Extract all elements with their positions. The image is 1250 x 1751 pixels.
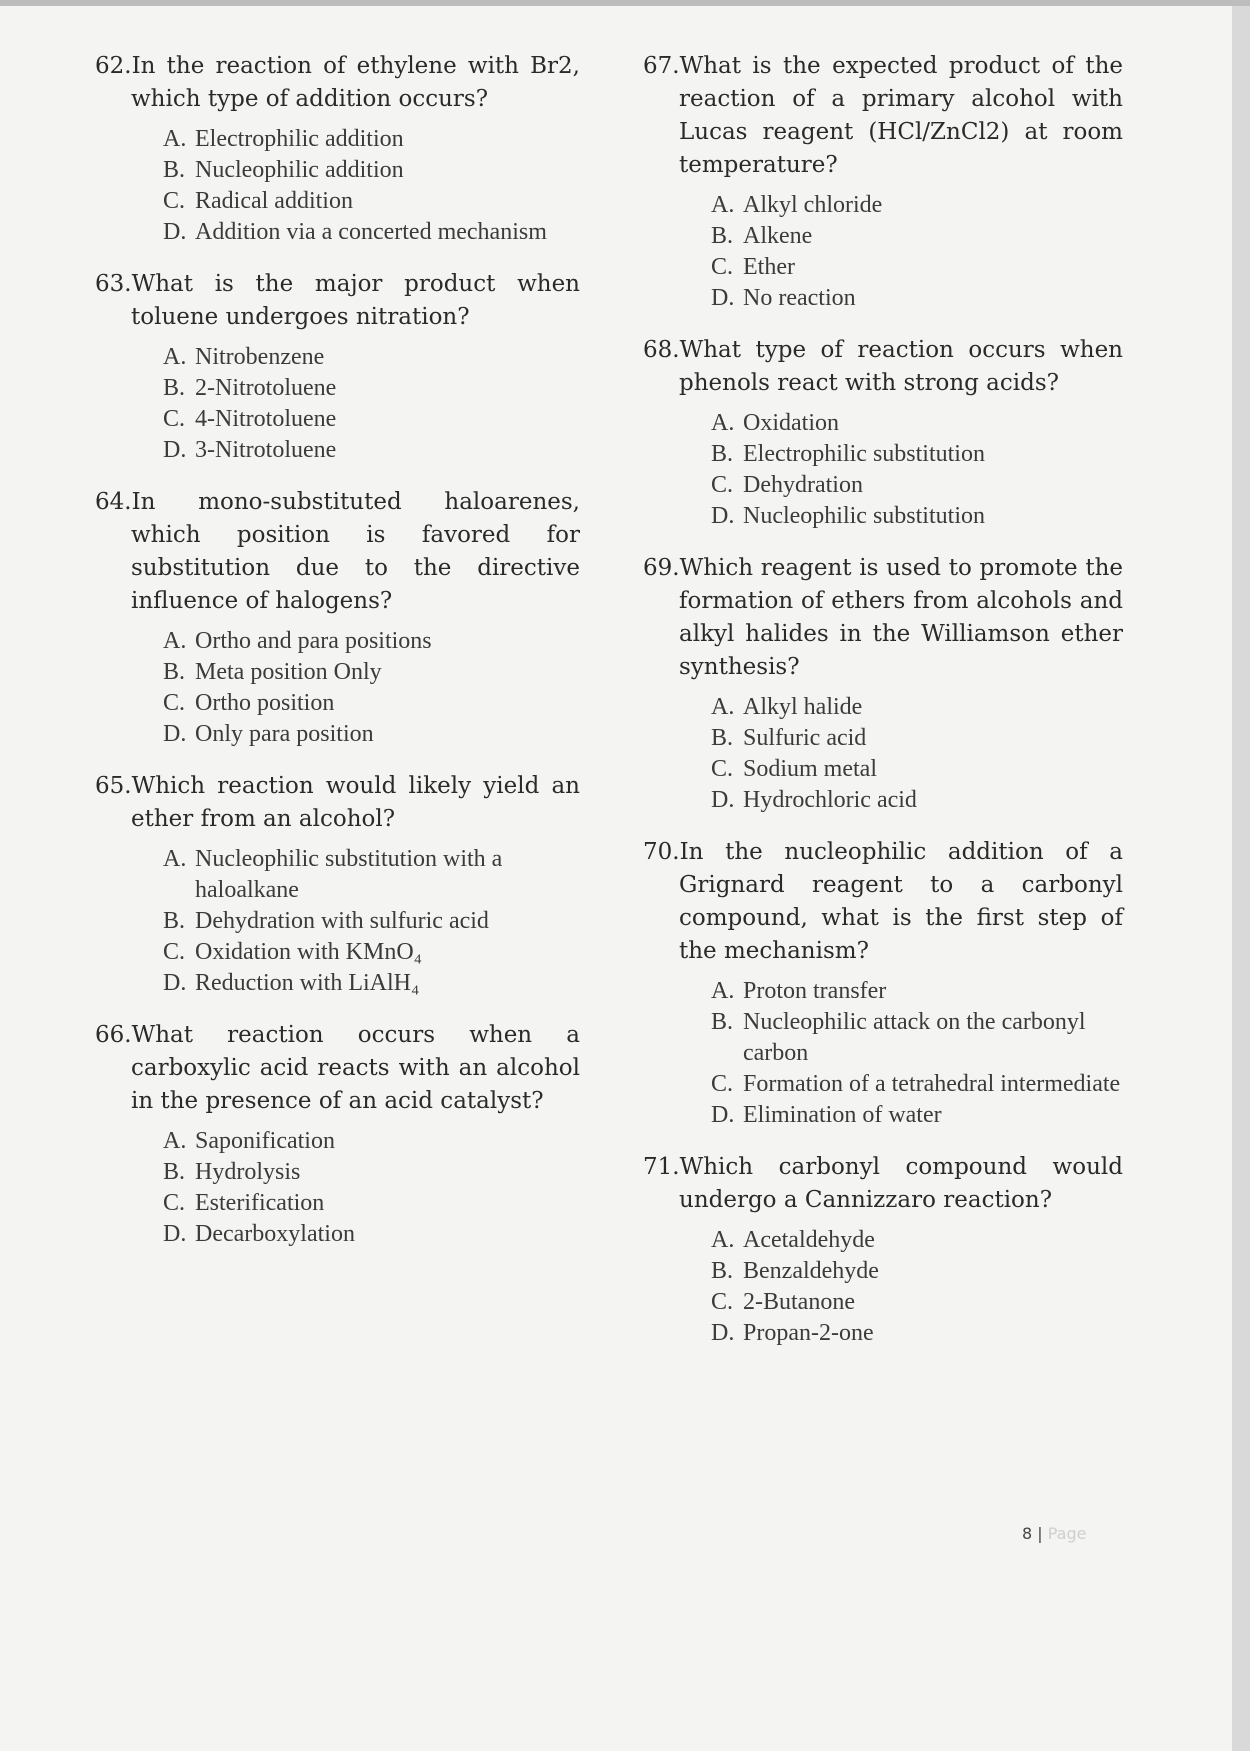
page-label: Page [1047,1524,1087,1543]
option-letter: A. [711,1227,735,1253]
question-text: 67.What is the expected product of the reaction of a primary alcohol with Lucas reagent (HCl/ZnCl2) at room temperature? [643,53,1123,178]
answer-options [643,408,1123,532]
answer-option [711,1007,1123,1069]
option-text: Proton transfer [743,978,887,1004]
option-letter: D. [163,721,187,747]
answer-options [95,124,580,248]
answer-option [711,1069,1123,1100]
answer-options [95,1126,580,1250]
option-letter: D. [163,219,187,245]
option-letter: A. [163,846,187,872]
option-text: Dehydration [743,472,863,498]
option-text: Decarboxylation [195,1221,355,1247]
option-letter: C. [163,690,186,716]
option-letter: C. [163,188,186,214]
option-letter: D. [711,285,735,311]
option-text: Radical addition [195,188,353,214]
answer-option [711,221,1123,252]
answer-option [711,1287,1123,1318]
option-text: Elimination of water [743,1102,942,1128]
answer-option [711,754,1123,785]
answer-options [95,342,580,466]
question-text: 69.Which reagent is used to promote the formation of ethers from alcohols and alkyl halides in the Williamson ether synthesis? [643,555,1123,680]
option-letter: D. [711,1102,735,1128]
answer-option [163,1219,580,1250]
option-letter: A. [711,694,735,720]
answer-option [163,342,580,373]
option-letter: C. [711,1071,734,1097]
right-column [643,50,1123,1369]
answer-option [711,501,1123,532]
option-letter: D. [163,1221,187,1247]
option-letter: A. [711,978,735,1004]
option-letter: D. [163,437,187,463]
option-text: No reaction [743,285,856,311]
option-text: Alkyl halide [743,694,863,720]
question-text: 62.In the reaction of ethylene with Br2, which type of addition occurs? [95,53,580,112]
option-text: Nucleophilic attack on the carbonyl carbon [743,1009,1086,1066]
option-letter: B. [711,725,734,751]
option-text: Alkyl chloride [743,192,883,218]
option-text: Reduction with LiAlH₄ [195,970,420,996]
option-text: 2-Butanone [743,1289,855,1315]
option-text: Electrophilic substitution [743,441,985,467]
option-text: Meta position Only [195,659,382,685]
option-text: Ortho position [195,690,335,716]
option-letter: C. [711,756,734,782]
option-letter: C. [711,472,734,498]
question-block [643,552,1123,816]
page-footer [1022,1524,1086,1543]
option-letter: D. [711,503,735,529]
scan-edge [0,0,1250,6]
option-letter: B. [711,1258,734,1284]
option-text: Nucleophilic substitution with a haloalkane [195,846,503,903]
answer-option [163,626,580,657]
answer-options [643,692,1123,816]
question-block [643,1151,1123,1349]
option-letter: A. [163,344,187,370]
answer-option [163,404,580,435]
option-text: 3-Nitrotoluene [195,437,337,463]
option-text: Only para position [195,721,374,747]
option-letter: A. [711,410,735,436]
answer-options [643,976,1123,1131]
question-text: 63.What is the major product when toluene undergoes nitration? [95,271,580,330]
option-text: 4-Nitrotoluene [195,406,337,432]
answer-option [711,1225,1123,1256]
option-letter: D. [163,970,187,996]
answer-option [711,1256,1123,1287]
option-letter: A. [163,1128,187,1154]
answer-option [711,439,1123,470]
option-letter: B. [163,375,186,401]
question-block [95,770,580,999]
option-text: Sulfuric acid [743,725,867,751]
option-letter: C. [711,254,734,280]
question-block [95,1019,580,1250]
answer-option [163,1126,580,1157]
question-text: 64.In mono-substituted haloarenes, which position is favored for substitution due to the directive influence of halogens? [95,489,580,614]
answer-option [711,283,1123,314]
option-text: Hydrolysis [195,1159,301,1185]
answer-option [163,435,580,466]
option-text: Nitrobenzene [195,344,325,370]
option-text: Hydrochloric acid [743,787,917,813]
answer-option [711,1318,1123,1349]
question-block [643,836,1123,1131]
option-text: Alkene [743,223,813,249]
option-letter: A. [163,628,187,654]
option-text: Oxidation [743,410,839,436]
option-text: Addition via a concerted mechanism [195,219,547,245]
answer-options [643,190,1123,314]
answer-option [711,976,1123,1007]
option-letter: A. [163,126,187,152]
answer-option [163,1157,580,1188]
option-letter: B. [163,1159,186,1185]
option-letter: B. [163,908,186,934]
option-letter: A. [711,192,735,218]
option-text: Dehydration with sulfuric acid [195,908,489,934]
question-block [95,486,580,750]
option-text: Ether [743,254,795,280]
answer-option [711,252,1123,283]
question-text: 71.Which carbonyl compound would undergo a Cannizzaro reaction? [643,1154,1123,1213]
option-letter: C. [163,939,186,965]
left-column [95,50,580,1270]
option-letter: B. [711,441,734,467]
option-text: Electrophilic addition [195,126,404,152]
answer-option [711,1100,1123,1131]
page-number: 8 | [1022,1524,1043,1543]
option-text: Acetaldehyde [743,1227,875,1253]
option-text: Ortho and para positions [195,628,432,654]
answer-options [95,844,580,999]
answer-options [95,626,580,750]
option-letter: C. [163,1190,186,1216]
question-block [643,334,1123,532]
option-text: Benzaldehyde [743,1258,879,1284]
option-letter: D. [711,1320,735,1346]
option-letter: D. [711,787,735,813]
answer-option [163,373,580,404]
option-text: Formation of a tetrahedral intermediate [743,1071,1121,1097]
answer-option [163,1188,580,1219]
answer-option [163,155,580,186]
answer-option [163,719,580,750]
option-letter: B. [711,1009,734,1035]
option-text: Propan-2-one [743,1320,874,1346]
answer-option [163,937,580,968]
answer-option [163,124,580,155]
question-text: 68.What type of reaction occurs when phenols react with strong acids? [643,337,1123,396]
question-text: 70.In the nucleophilic addition of a Grignard reagent to a carbonyl compound, what is the first step of the mechanism? [643,839,1123,964]
answer-option [163,844,580,906]
answer-option [163,968,580,999]
option-letter: C. [711,1289,734,1315]
option-text: Sodium metal [743,756,877,782]
option-text: 2-Nitrotoluene [195,375,337,401]
answer-option [711,723,1123,754]
question-text: 66.What reaction occurs when a carboxylic acid reacts with an alcohol in the presence of an acid catalyst? [95,1022,580,1114]
question-block [95,50,580,248]
option-letter: C. [163,406,186,432]
option-letter: B. [163,157,186,183]
question-text: 65.Which reaction would likely yield an ether from an alcohol? [95,773,580,832]
answer-option [711,785,1123,816]
answer-option [711,408,1123,439]
answer-option [163,688,580,719]
option-text: Nucleophilic substitution [743,503,985,529]
answer-option [711,692,1123,723]
option-letter: B. [163,659,186,685]
question-block [643,50,1123,314]
option-text: Nucleophilic addition [195,157,404,183]
answer-option [163,657,580,688]
option-text: Saponification [195,1128,335,1154]
answer-option [163,906,580,937]
answer-option [163,186,580,217]
answer-option [711,190,1123,221]
option-text: Esterification [195,1190,325,1216]
answer-option [711,470,1123,501]
option-letter: B. [711,223,734,249]
answer-options [643,1225,1123,1349]
option-text: Oxidation with KMnO₄ [195,939,423,965]
answer-option [163,217,580,248]
question-block [95,268,580,466]
